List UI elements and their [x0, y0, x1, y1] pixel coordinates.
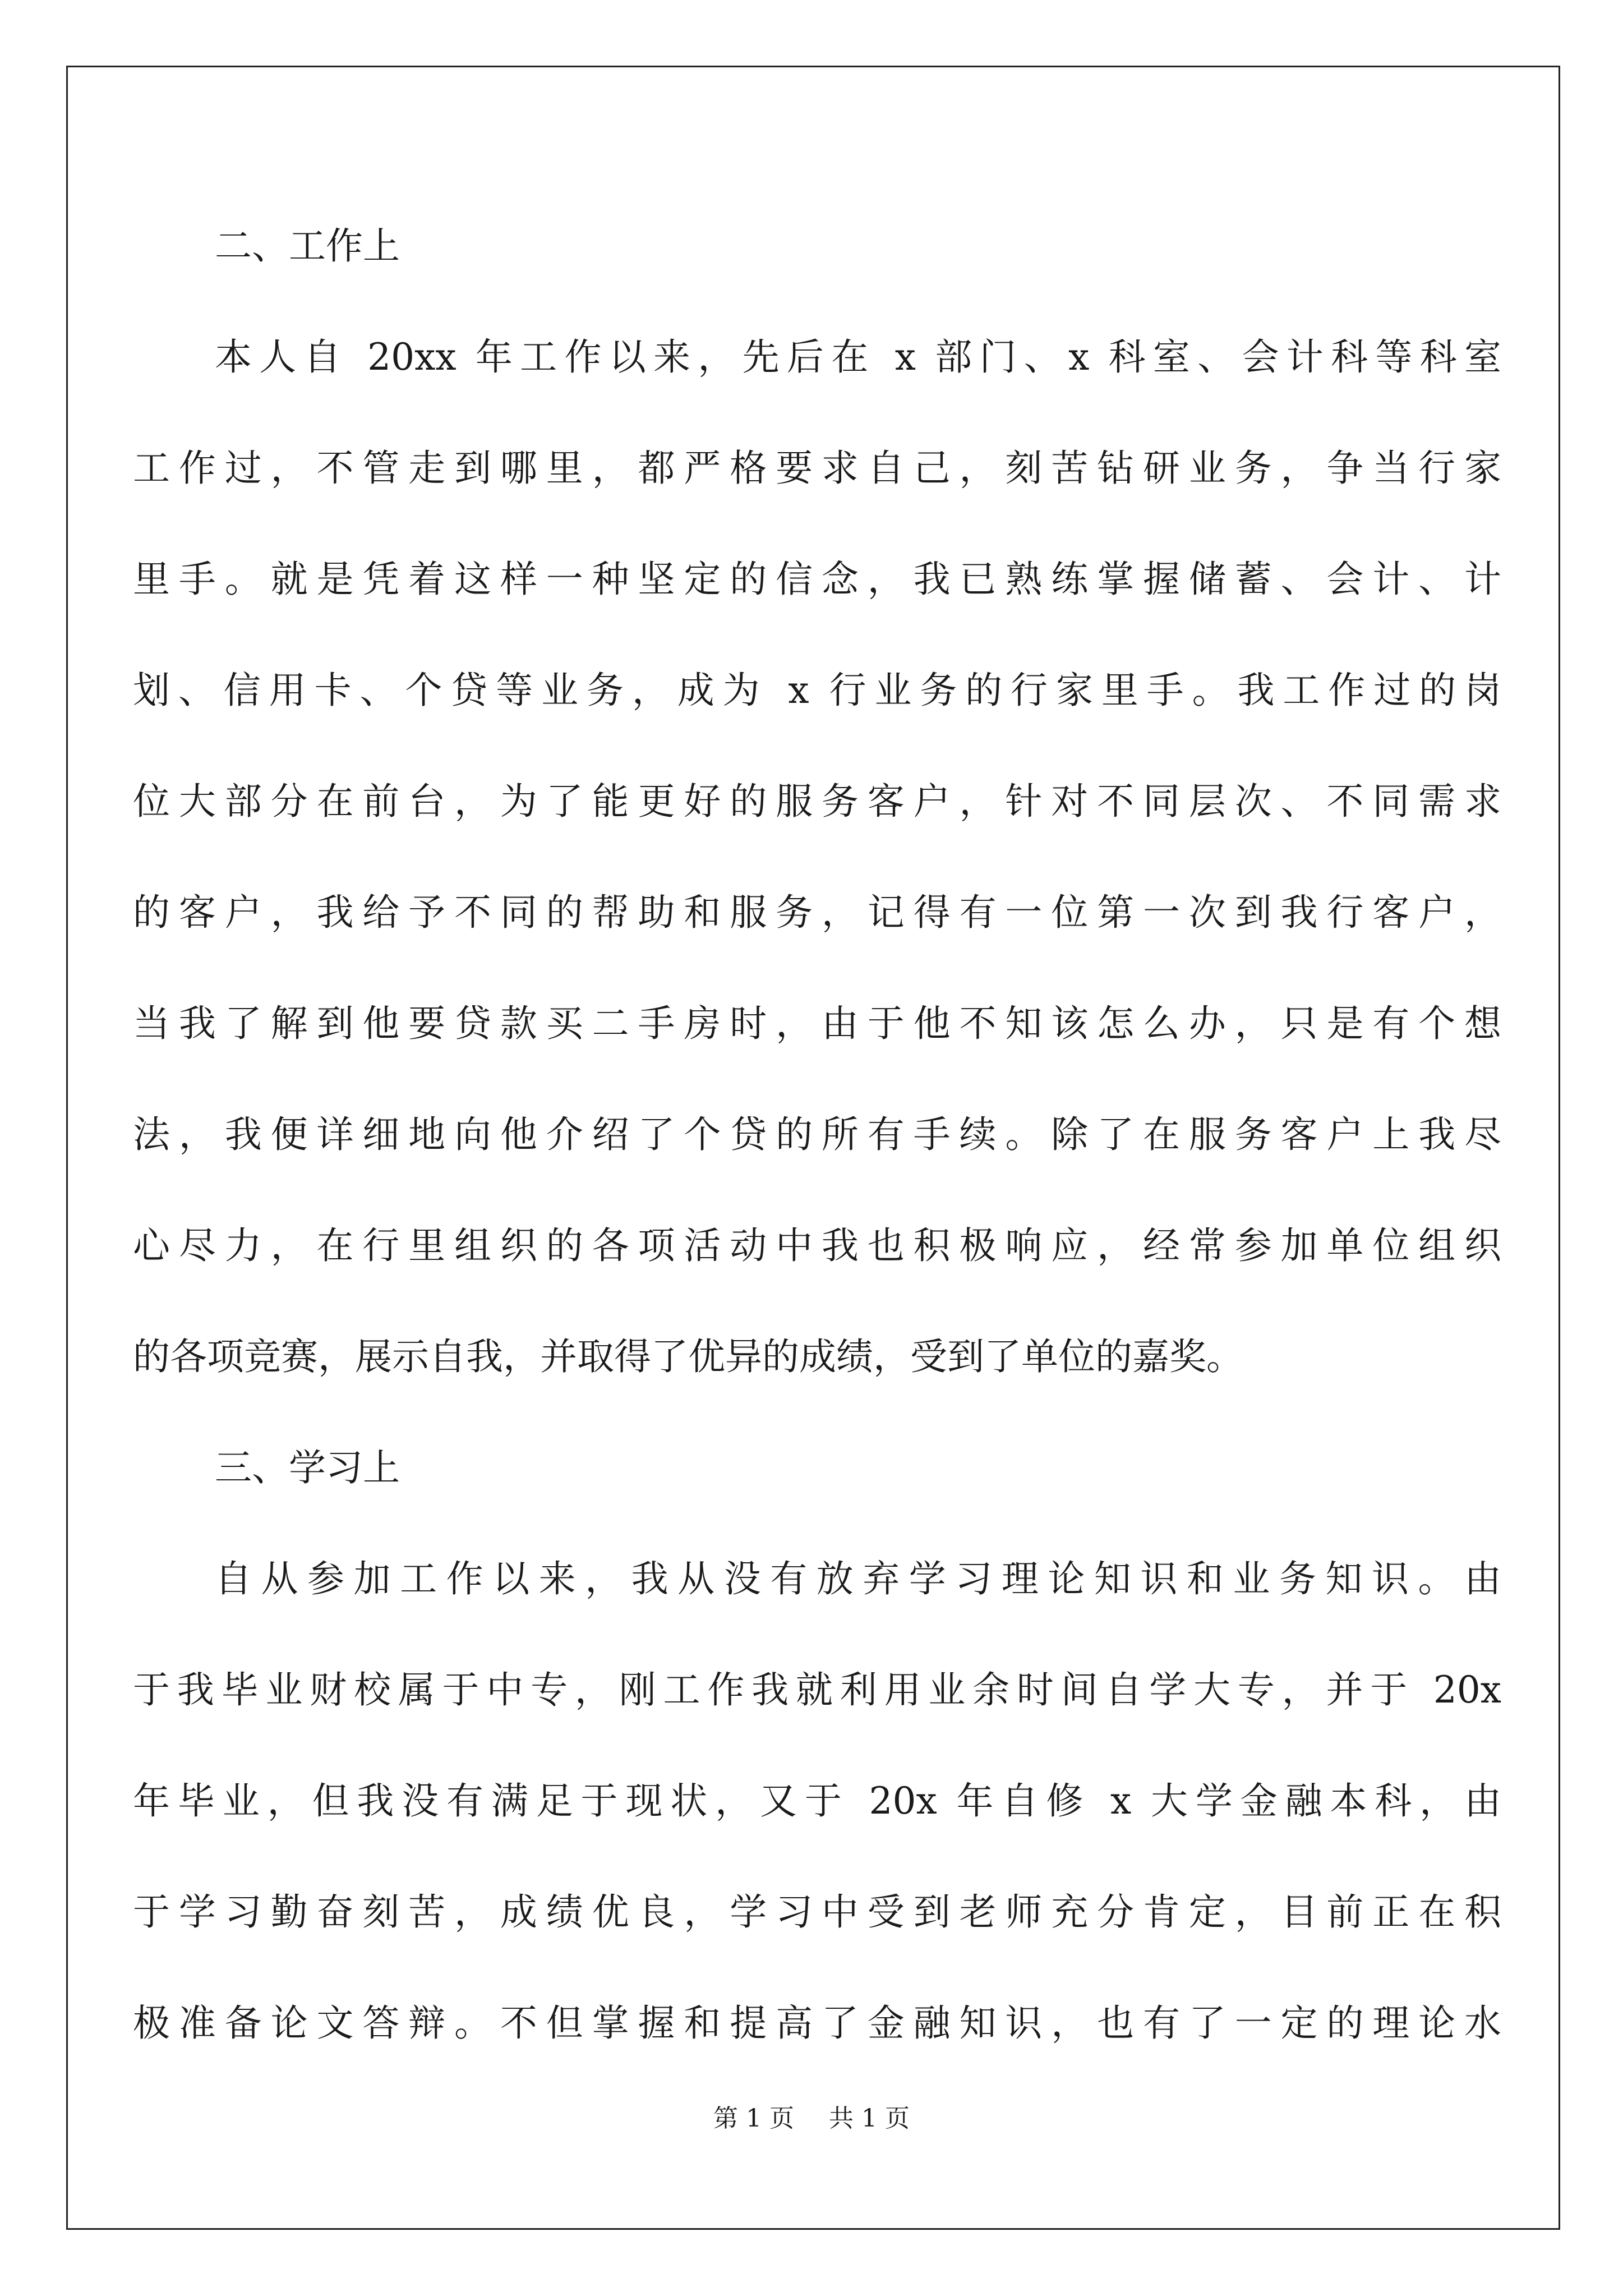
- paragraph-line: 法，我便详细地向他介绍了个贷的所有手续。除了在服务客户上我尽: [133, 1113, 1501, 1156]
- page-number: 第 1 页: [713, 2104, 794, 2133]
- paragraph-line: 于学习勤奋刻苦，成绩优良，学习中受到老师充分肯定，目前正在积: [133, 1890, 1501, 1934]
- paragraph-line: 当我了解到他要贷款买二手房时，由于他不知该怎么办，只是有个想: [133, 1002, 1501, 1045]
- paragraph-line: 年毕业，但我没有满足于现状，又于 20x 年自修 x 大学金融本科，由: [133, 1779, 1501, 1823]
- page-footer: [0, 2098, 1623, 2134]
- document-body: [133, 191, 1501, 2079]
- page-total: 共 1 页: [829, 2104, 910, 2133]
- paragraph-line: 于我毕业财校属于中专，刚工作我就利用业余时间自学大专，并于 20x: [133, 1668, 1501, 1711]
- paragraph-line: 的客户，我给予不同的帮助和服务，记得有一位第一次到我行客户，: [133, 891, 1501, 934]
- section-heading-work: 二、工作上: [215, 224, 400, 268]
- paragraph-line: 自从参加工作以来，我从没有放弃学习理论知识和业务知识。由: [215, 1557, 1501, 1600]
- paragraph-line: 里手。就是凭着这样一种坚定的信念，我已熟练掌握储蓄、会计、计: [133, 558, 1501, 601]
- paragraph-line: 本人自 20xx 年工作以来，先后在 x 部门、x 科室、会计科等科室: [215, 335, 1501, 379]
- paragraph-line: 位大部分在前台，为了能更好的服务客户，针对不同层次、不同需求: [133, 780, 1501, 823]
- paragraph-line: 的各项竞赛，展示自我，并取得了优异的成绩，受到了单位的嘉奖。: [133, 1335, 1243, 1378]
- paragraph-line: 心尽力，在行里组织的各项活动中我也积极响应，经常参加单位组织: [133, 1224, 1501, 1267]
- paragraph-line: 工作过，不管走到哪里，都严格要求自己，刻苦钻研业务，争当行家: [133, 447, 1501, 490]
- paragraph-line: 划、信用卡、个贷等业务，成为 x 行业务的行家里手。我工作过的岗: [133, 669, 1501, 712]
- paragraph-line: 极准备论文答辩。不但掌握和提高了金融知识，也有了一定的理论水: [133, 2001, 1501, 2045]
- section-heading-study: 三、学习上: [215, 1446, 400, 1489]
